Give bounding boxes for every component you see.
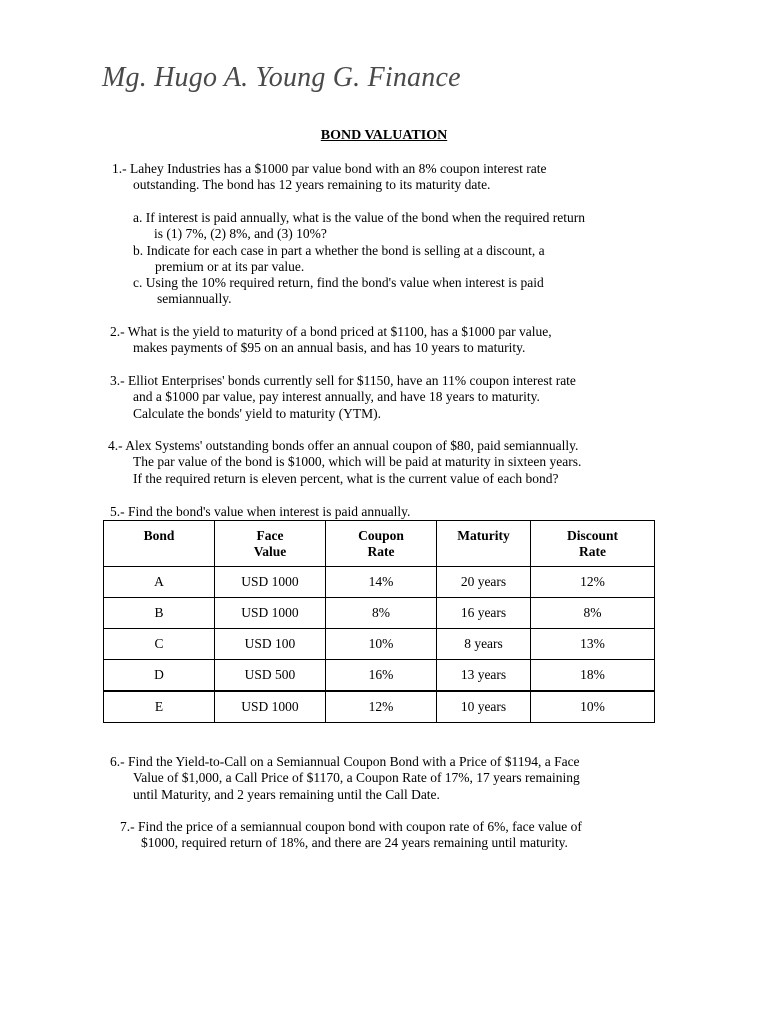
question-5-intro: 5.- Find the bond's value when interest is paid annually. bbox=[110, 504, 411, 519]
question-3-line-3: Calculate the bonds' yield to maturity (YTM). bbox=[133, 405, 382, 421]
cell-coupon-rate: 12% bbox=[326, 691, 437, 723]
cell-maturity: 10 years bbox=[437, 691, 531, 723]
question-6-line-1: 6.- Find the Yield-to-Call on a Semiannual Coupon Bond with a Price of $1194, a Face bbox=[110, 754, 580, 769]
header-bond: Bond bbox=[104, 521, 215, 567]
table-header-row bbox=[104, 521, 655, 567]
question-3-line-1: 3.- Elliot Enterprises' bonds currently sell for $1150, have an 11% coupon interest rate bbox=[110, 373, 576, 388]
question-3-line-2: and a $1000 par value, pay interest annually, and have 18 years to maturity. bbox=[133, 389, 540, 405]
question-7-line-2: $1000, required return of 18%, and there are 24 years remaining until maturity. bbox=[141, 835, 568, 851]
question-1-part-b bbox=[133, 243, 545, 276]
question-2 bbox=[110, 324, 552, 357]
question-1-part-a bbox=[133, 210, 585, 243]
cell-discount-rate: 12% bbox=[531, 567, 655, 598]
part-b-line-1: b. Indicate for each case in part a whether the bond is selling at a discount, a bbox=[133, 243, 545, 258]
question-5 bbox=[110, 504, 410, 520]
question-6-line-2: Value of $1,000, a Call Price of $1170, a Coupon Rate of 17%, 17 years remaining bbox=[133, 770, 580, 786]
cell-coupon-rate: 14% bbox=[326, 567, 437, 598]
table-row bbox=[104, 598, 655, 629]
cell-maturity: 20 years bbox=[437, 567, 531, 598]
question-4-line-1: 4.- Alex Systems' outstanding bonds offer an annual coupon of $80, paid semiannually. bbox=[108, 438, 579, 453]
cell-coupon-rate: 16% bbox=[326, 660, 437, 692]
cell-maturity: 13 years bbox=[437, 660, 531, 692]
cell-coupon-rate: 10% bbox=[326, 629, 437, 660]
header-title: Mg. Hugo A. Young G. Finance bbox=[102, 62, 461, 93]
question-2-line-2: makes payments of $95 on an annual basis, and has 10 years to maturity. bbox=[133, 340, 526, 356]
cell-bond: E bbox=[104, 691, 215, 723]
table-row bbox=[104, 660, 655, 692]
cell-face-value: USD 500 bbox=[215, 660, 326, 692]
cell-bond: C bbox=[104, 629, 215, 660]
header-coupon-rate: Coupon Rate bbox=[326, 521, 437, 567]
cell-bond: B bbox=[104, 598, 215, 629]
question-2-line-1: 2.- What is the yield to maturity of a bond priced at $1100, has a $1000 par value, bbox=[110, 324, 552, 339]
table-row bbox=[104, 567, 655, 598]
cell-maturity: 8 years bbox=[437, 629, 531, 660]
question-1-part-c bbox=[133, 275, 544, 308]
question-4-line-2: The par value of the bond is $1000, which will be paid at maturity in sixteen years. bbox=[133, 454, 582, 470]
cell-face-value: USD 100 bbox=[215, 629, 326, 660]
cell-coupon-rate: 8% bbox=[326, 598, 437, 629]
question-7 bbox=[120, 819, 582, 852]
part-b-line-2: premium or at its par value. bbox=[155, 259, 305, 275]
header-discount-rate: Discount Rate bbox=[531, 521, 655, 567]
cell-face-value: USD 1000 bbox=[215, 691, 326, 723]
question-4 bbox=[108, 438, 581, 487]
part-c-line-1: c. Using the 10% required return, find the bond's value when interest is paid bbox=[133, 275, 544, 290]
question-1-line-1: 1.- Lahey Industries has a $1000 par value bond with an 8% coupon interest rate bbox=[112, 161, 547, 176]
header-maturity: Maturity bbox=[437, 521, 531, 567]
table-row bbox=[104, 691, 655, 723]
part-c-line-2: semiannually. bbox=[157, 291, 232, 307]
cell-discount-rate: 8% bbox=[531, 598, 655, 629]
cell-face-value: USD 1000 bbox=[215, 567, 326, 598]
question-1 bbox=[112, 161, 547, 194]
question-3 bbox=[110, 373, 576, 422]
part-a-line-2: is (1) 7%, (2) 8%, and (3) 10%? bbox=[154, 226, 327, 242]
cell-discount-rate: 18% bbox=[531, 660, 655, 692]
question-6 bbox=[110, 754, 580, 803]
part-a-line-1: a. If interest is paid annually, what is the value of the bond when the required return bbox=[133, 210, 585, 225]
table-row bbox=[104, 629, 655, 660]
header-face-value: Face Value bbox=[215, 521, 326, 567]
question-6-line-3: until Maturity, and 2 years remaining until the Call Date. bbox=[133, 786, 440, 802]
cell-maturity: 16 years bbox=[437, 598, 531, 629]
question-4-line-3: If the required return is eleven percent, what is the current value of each bond? bbox=[133, 470, 559, 486]
cell-bond: A bbox=[104, 567, 215, 598]
cell-discount-rate: 13% bbox=[531, 629, 655, 660]
question-7-line-1: 7.- Find the price of a semiannual coupon bond with coupon rate of 6%, face value of bbox=[120, 819, 582, 834]
cell-bond: D bbox=[104, 660, 215, 692]
bond-table bbox=[103, 520, 655, 723]
question-1-line-2: outstanding. The bond has 12 years remaining to its maturity date. bbox=[133, 177, 491, 193]
cell-discount-rate: 10% bbox=[531, 691, 655, 723]
document-title: BOND VALUATION bbox=[320, 128, 448, 143]
cell-face-value: USD 1000 bbox=[215, 598, 326, 629]
